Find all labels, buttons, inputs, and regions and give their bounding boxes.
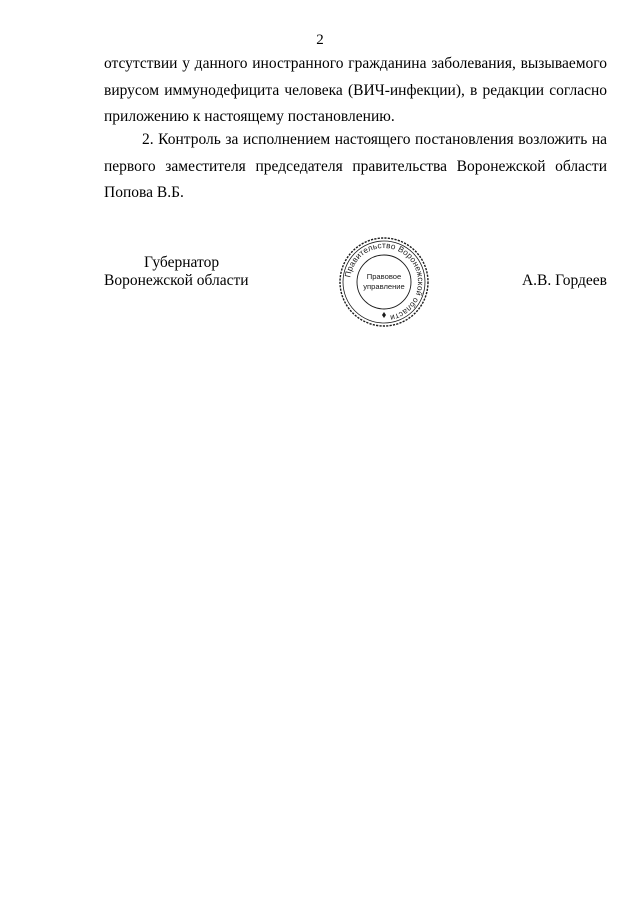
signatory-name: А.В. Гордеев (521, 272, 607, 289)
paragraph-1-line-3: приложению к настоящему постановлению. (104, 108, 395, 125)
stamp-center-line-2: управление (363, 282, 405, 291)
stamp-center-line-1: Правовое (366, 272, 402, 281)
official-stamp (338, 236, 430, 328)
paragraph-2 (104, 127, 607, 207)
stamp-ring-text: Правительство Воронежской области (343, 240, 426, 323)
paragraph-2-line-2: первого заместителя председателя правительства Воронежской области (104, 157, 607, 175)
signatory-title-line-2: Воронежской области (104, 272, 249, 289)
paragraph-1 (104, 51, 607, 131)
page-number: 2 (316, 32, 324, 48)
signatory-title (104, 254, 264, 290)
signatory-title-line-1: Губернатор (144, 254, 220, 271)
paragraph-2-line-3: Попова В.Б. (104, 184, 184, 201)
paragraph-1-line-2: вирусом иммунодефицита человека (ВИЧ-инфекции), в редакции согласно (104, 81, 607, 99)
paragraph-1-line-1: отсутствии у данного иностранного гражданина заболевания, вызываемого (104, 55, 607, 72)
paragraph-2-line-1: 2. Контроль за исполнением настоящего постановления возложить на (142, 131, 607, 148)
stamp-star-icon (382, 312, 386, 318)
